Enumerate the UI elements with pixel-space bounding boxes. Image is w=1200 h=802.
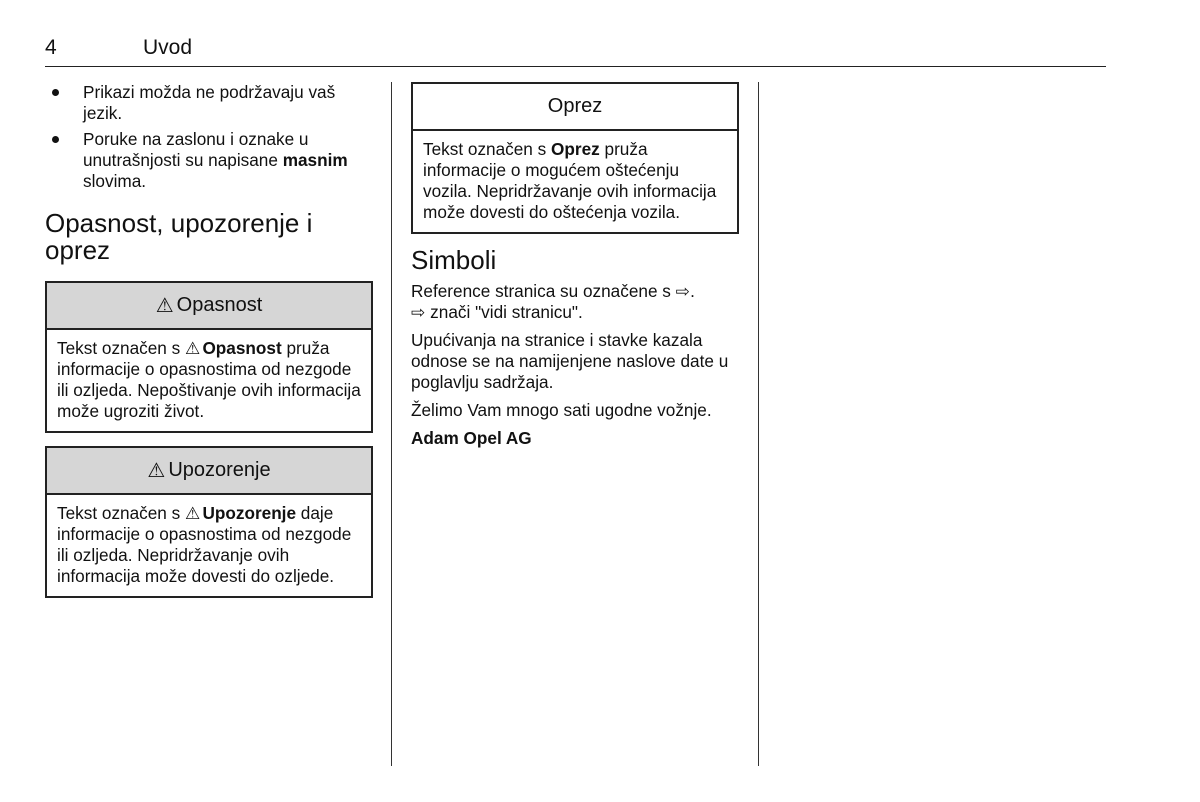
danger-text-post: pruža informacije o opasnostima od nezgode ili ozljeda. Nepoštivanje ovih informacija može ugroziti život. [57, 338, 361, 421]
caution-text-pre: Tekst označen s [423, 139, 552, 159]
warning-text-post: daje informacije o opasnostima od nezgode ili ozljeda. Nepridržavanje ovih informacija može dovesti do ozljede. [57, 503, 352, 586]
page-reference-arrow-icon: ⇨ [411, 302, 426, 322]
danger-box [45, 281, 373, 433]
bullet-text-bold: masnim [282, 150, 348, 170]
warning-triangle-icon: ⚠ [185, 338, 201, 358]
caution-box-body [413, 131, 737, 232]
danger-text-bold: Opasnost [202, 338, 282, 358]
warning-box-title: Upozorenje [168, 459, 271, 481]
section-title: Uvod [143, 36, 193, 59]
closing-paragraph: Želimo Vam mnogo sati ugodne vožnje. [411, 400, 712, 420]
caution-box-header [413, 84, 737, 131]
danger-box-header [47, 283, 371, 330]
signature: Adam Opel AG [411, 428, 532, 448]
reference-paragraph [411, 281, 739, 323]
danger-box-body [47, 330, 371, 431]
ref-text-pre: Reference stranica su označene s [411, 281, 676, 301]
warning-box-body [47, 495, 371, 596]
caution-box-title: Oprez [547, 95, 603, 117]
bullet-text-post: slovima. [83, 171, 147, 191]
bullet-text-pre: Poruke na zaslonu i oznake u unutrašnjosti su napisane [83, 129, 309, 170]
bullet-icon [52, 89, 59, 96]
ref-text-post: . [690, 281, 695, 301]
section-heading: Opasnost, upozorenje i oprez [45, 208, 313, 265]
list-item [45, 129, 373, 192]
warning-triangle-icon: ⚠ [185, 503, 201, 523]
page-header [45, 36, 1106, 67]
bullet-text: Prikazi možda ne podržavaju vaš jezik. [83, 82, 336, 123]
bullet-icon [52, 136, 59, 143]
warning-text-pre: Tekst označen s [57, 503, 186, 523]
warning-triangle-icon: ⚠ [147, 460, 166, 482]
middle-column [411, 82, 739, 449]
warning-triangle-icon: ⚠ [155, 295, 174, 317]
index-paragraph: Upućivanja na stranice i stavke kazala odnose se na namijenjene naslove date u poglavlju sadržaja. [411, 330, 729, 392]
danger-text-pre: Tekst označen s [57, 338, 186, 358]
warning-box [45, 446, 373, 598]
list-item [45, 82, 373, 124]
caution-text-post: pruža informacije o mogućem oštećenju vozila. Nepridržavanje ovih informacija može dovesti do oštećenja vozila. [423, 139, 717, 222]
column-divider-right [758, 82, 759, 766]
danger-box-title: Opasnost [176, 294, 263, 316]
caution-box [411, 82, 739, 234]
section-heading: Simboli [411, 245, 497, 275]
left-column [45, 82, 373, 611]
warning-box-header [47, 448, 371, 495]
page-reference-arrow-icon: ⇨ [675, 281, 691, 301]
warning-text-bold: Upozorenje [202, 503, 297, 523]
caution-text-bold: Oprez [551, 139, 600, 159]
ref-text-line2: znači "vidi stranicu". [425, 302, 583, 322]
column-divider-left [391, 82, 392, 766]
bullet-list [45, 82, 373, 192]
page-number: 4 [45, 36, 57, 59]
